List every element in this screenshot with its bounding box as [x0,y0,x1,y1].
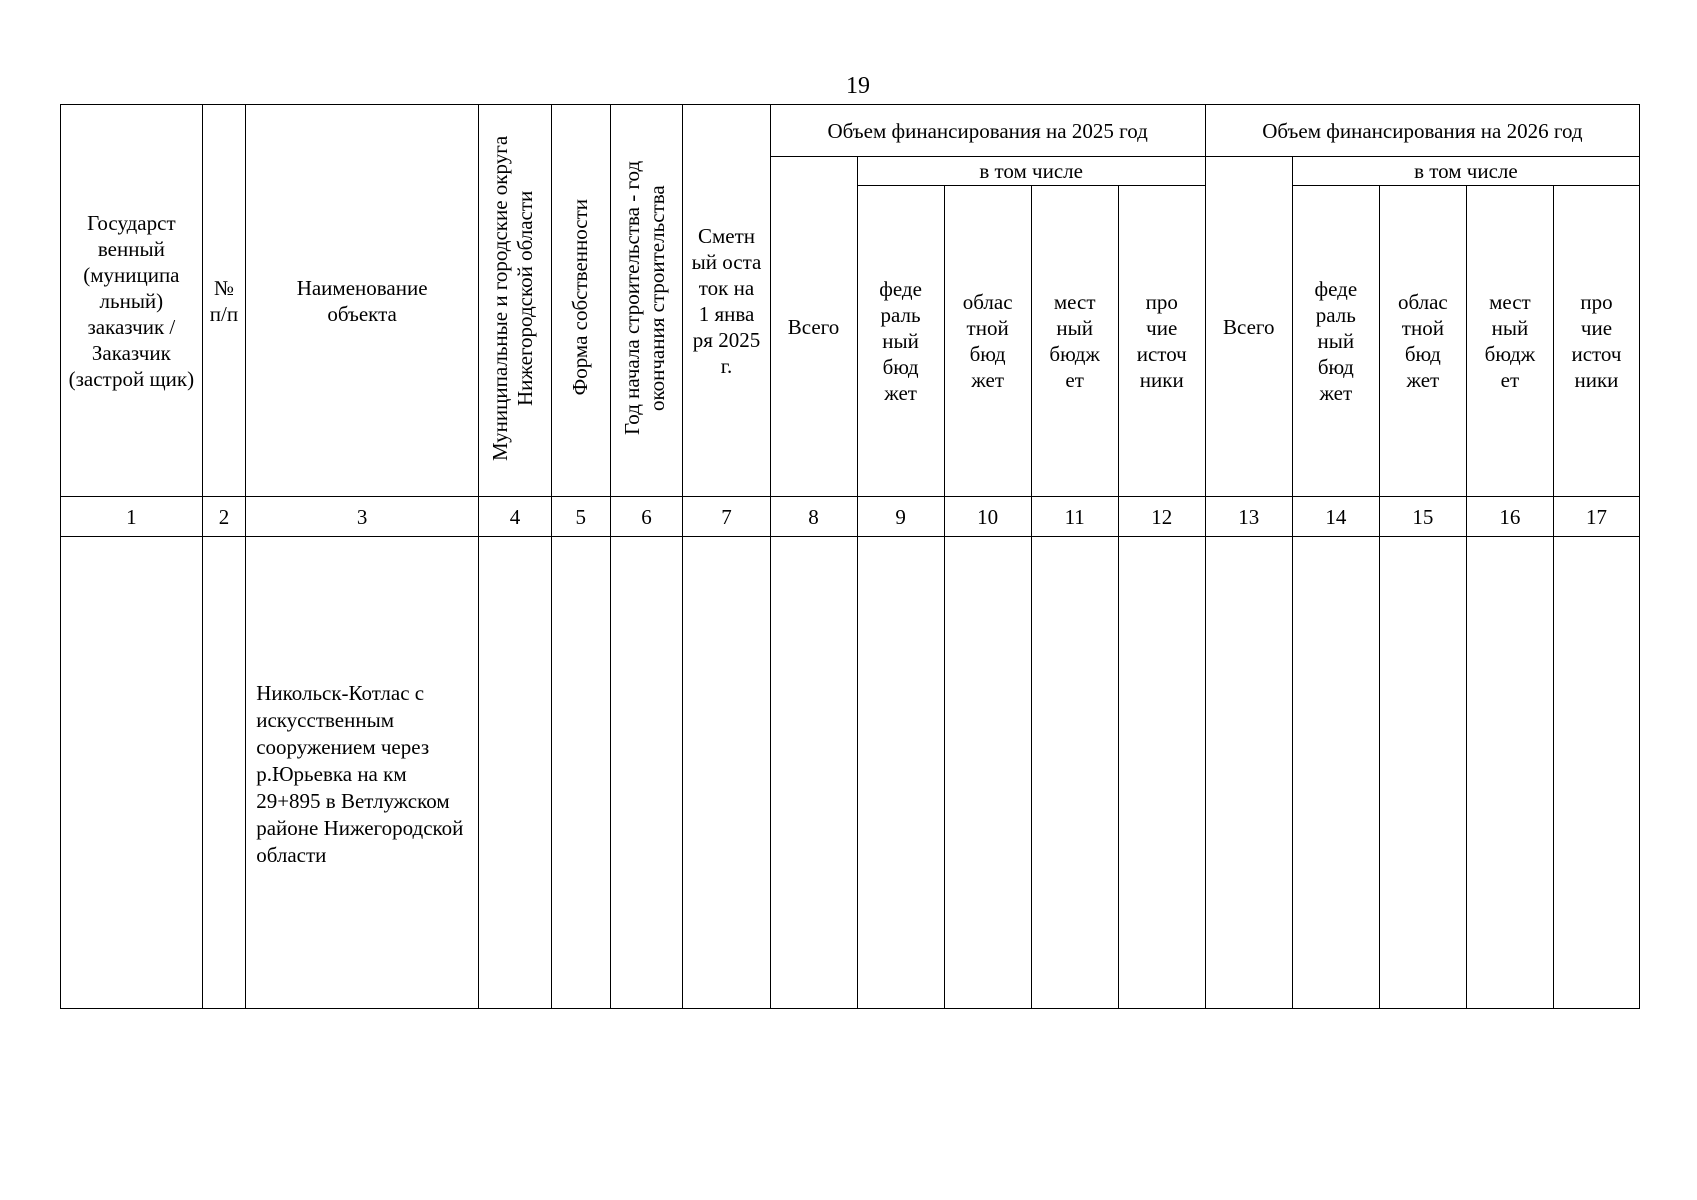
column-number: 16 [1466,497,1553,537]
cell-object-name: Никольск-Котлас с искусственным сооружением через р.Юрьевка на км 29+895 в Ветлужском районе Нижегородской области [246,537,479,1009]
column-number: 14 [1292,497,1379,537]
column-number: 11 [1031,497,1118,537]
cell-ownership [551,537,610,1009]
header-other-2025: про чие источ ники [1118,186,1205,497]
header-years: Год начала строительства - год окончания строительства [610,105,683,497]
header-other-2026: про чие источ ники [1553,186,1639,497]
column-number: 9 [857,497,944,537]
page-number: 19 [846,73,870,99]
column-number: 12 [1118,497,1205,537]
cell-other-2025 [1118,537,1205,1009]
column-number: 6 [610,497,683,537]
cell-years [610,537,683,1009]
column-number: 2 [202,497,246,537]
cell-federal-2026 [1292,537,1379,1009]
column-number: 15 [1379,497,1466,537]
header-federal-2025: феде раль ный бюд жет [857,186,944,497]
header-including-2026: в том числе [1292,157,1639,186]
header-municipalities: Муниципальные и городские округа Нижегородской области [479,105,552,497]
column-number: 10 [944,497,1031,537]
column-number: 1 [61,497,203,537]
cell-federal-2025 [857,537,944,1009]
cell-num [202,537,246,1009]
header-estimate-balance: Сметн ый оста ток на 1 янва ря 2025 г. [683,105,770,497]
column-number: 4 [479,497,552,537]
header-funding-2025: Объем финансирования на 2025 год [770,105,1205,157]
header-total-2026: Всего [1205,157,1292,497]
cell-local-2025 [1031,537,1118,1009]
cell-municipality [479,537,552,1009]
cell-regional-2026 [1379,537,1466,1009]
header-total-2025: Всего [770,157,857,497]
cell-total-2026 [1205,537,1292,1009]
header-ownership: Форма собственности [551,105,610,497]
header-regional-2026: облас тной бюд жет [1379,186,1466,497]
column-number: 5 [551,497,610,537]
cell-total-2025 [770,537,857,1009]
column-number: 17 [1553,497,1639,537]
cell-regional-2025 [944,537,1031,1009]
header-local-2026: мест ный бюдж ет [1466,186,1553,497]
column-number: 3 [246,497,479,537]
header-local-2025: мест ный бюдж ет [1031,186,1118,497]
header-customer: Государст венный (муниципа льный) заказчик / Заказчик (застрой щик) [61,105,203,497]
column-number: 7 [683,497,770,537]
header-funding-2026: Объем финансирования на 2026 год [1205,105,1639,157]
header-including-2025: в том числе [857,157,1205,186]
cell-other-2026 [1553,537,1639,1009]
column-number: 13 [1205,497,1292,537]
header-object-name: Наименование объекта [246,105,479,497]
column-numbers-row [61,497,1640,537]
table-row [61,537,1640,1009]
cell-local-2026 [1466,537,1553,1009]
header-regional-2025: облас тной бюд жет [944,186,1031,497]
header-federal-2026: феде раль ный бюд жет [1292,186,1379,497]
investment-table [60,104,1640,1009]
cell-customer [61,537,203,1009]
header-num: № п/п [202,105,246,497]
column-number: 8 [770,497,857,537]
cell-estimate [683,537,770,1009]
